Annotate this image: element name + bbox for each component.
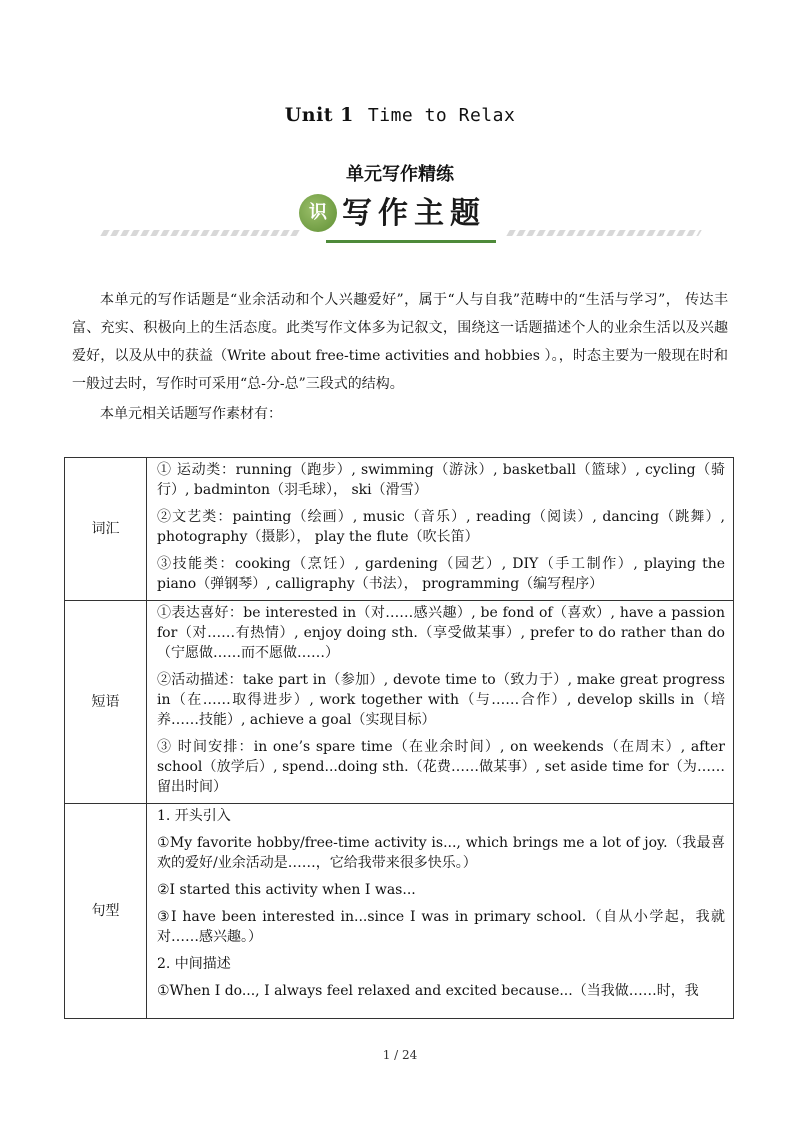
list-item: ③ 时间安排：in one’s spare time（在业余时间）, on weekends（在周末）, after school（放学后）, spend...doing sth.（花费……做某事）, set aside time for（为……留出时间） xyxy=(157,739,725,795)
row-content-sentences xyxy=(147,804,734,1019)
list-item: ③技能类：cooking（烹饪）, gardening（园艺）, DIY（手工制作）, playing the piano（弹钢琴）, calligraphy（书法）， programming（编写程序） xyxy=(157,556,725,592)
unit-name: Time to Relax xyxy=(367,105,516,126)
list-item: ③I have been interested in...since I was in primary school.（自从小学起，我就对……感兴趣。） xyxy=(157,909,725,945)
unit-title xyxy=(0,104,800,126)
table-row xyxy=(65,601,734,804)
row-label-vocabulary: 词汇 xyxy=(65,458,147,601)
intro-paragraph: 本单元的写作话题是“业余活动和个人兴趣爱好”，属于“人与自我”范畴中的“生活与学习”， 传达丰富、充实、积极向上的生活态度。此类写作文体多为记叙文，围绕这一话题描述个人的业余生活以及兴趣爱好，以及从中的获益（Write about free-time activities and hobbies ）。，时态主要为一般现在时和一般过去时，写作时可采用“总-分-总”三段式的结构。 xyxy=(72,292,728,392)
banner-badge-icon: 识 xyxy=(299,194,337,232)
section-banner xyxy=(96,186,704,248)
intro-section xyxy=(72,286,728,428)
row-label-sentences: 句型 xyxy=(65,804,147,1019)
banner-dash-left xyxy=(100,230,299,236)
list-item: 2. 中间描述 xyxy=(157,956,231,972)
table-row xyxy=(65,458,734,601)
list-item: ①When I do..., I always feel relaxed and excited because...（当我做……时，我 xyxy=(157,983,699,999)
row-content-vocabulary xyxy=(147,458,734,601)
row-label-phrases: 短语 xyxy=(65,601,147,804)
page-number: 1 / 24 xyxy=(382,1048,418,1062)
list-item: ②活动描述：take part in（参加）, devote time to（致力于）, make great progress in（在……取得进步）, work together with（与……合作）, develop skills in（培养……技能）, achieve a goal（实现目标） xyxy=(157,672,725,728)
section-subtitle: 单元写作精练 xyxy=(346,164,454,185)
banner-underline xyxy=(326,240,496,243)
list-item: ① 运动类：running（跑步）, swimming（游泳）, basketball（篮球）, cycling（骑行）, badminton（羽毛球）， ski（滑雪） xyxy=(157,462,725,498)
list-item: ②I started this activity when I was... xyxy=(157,882,416,898)
table-row xyxy=(65,804,734,1019)
intro-lead: 本单元相关话题写作素材有： xyxy=(100,406,282,422)
list-item: ①My favorite hobby/free-time activity is..., which brings me a lot of joy.（我最喜欢的爱好/业余活动是……，它给我带来很多快乐。） xyxy=(157,835,725,871)
unit-number: Unit 1 xyxy=(284,104,354,126)
banner-dash-right xyxy=(506,230,701,236)
row-content-phrases xyxy=(147,601,734,804)
list-item: ②文艺类：painting（绘画）, music（音乐）, reading（阅读）, dancing（跳舞）, photography（摄影）， play the flute（吹长笛） xyxy=(157,509,725,545)
material-table xyxy=(64,457,734,1019)
list-item: ①表达喜好：be interested in（对……感兴趣）, be fond of（喜欢）, have a passion for（对……有热情）, enjoy doing sth.（享受做某事）, prefer to do rather than do（宁愿做……而不愿做……） xyxy=(157,605,725,661)
banner-heading: 写作主题 xyxy=(342,196,486,231)
list-item: 1. 开头引入 xyxy=(157,808,231,824)
